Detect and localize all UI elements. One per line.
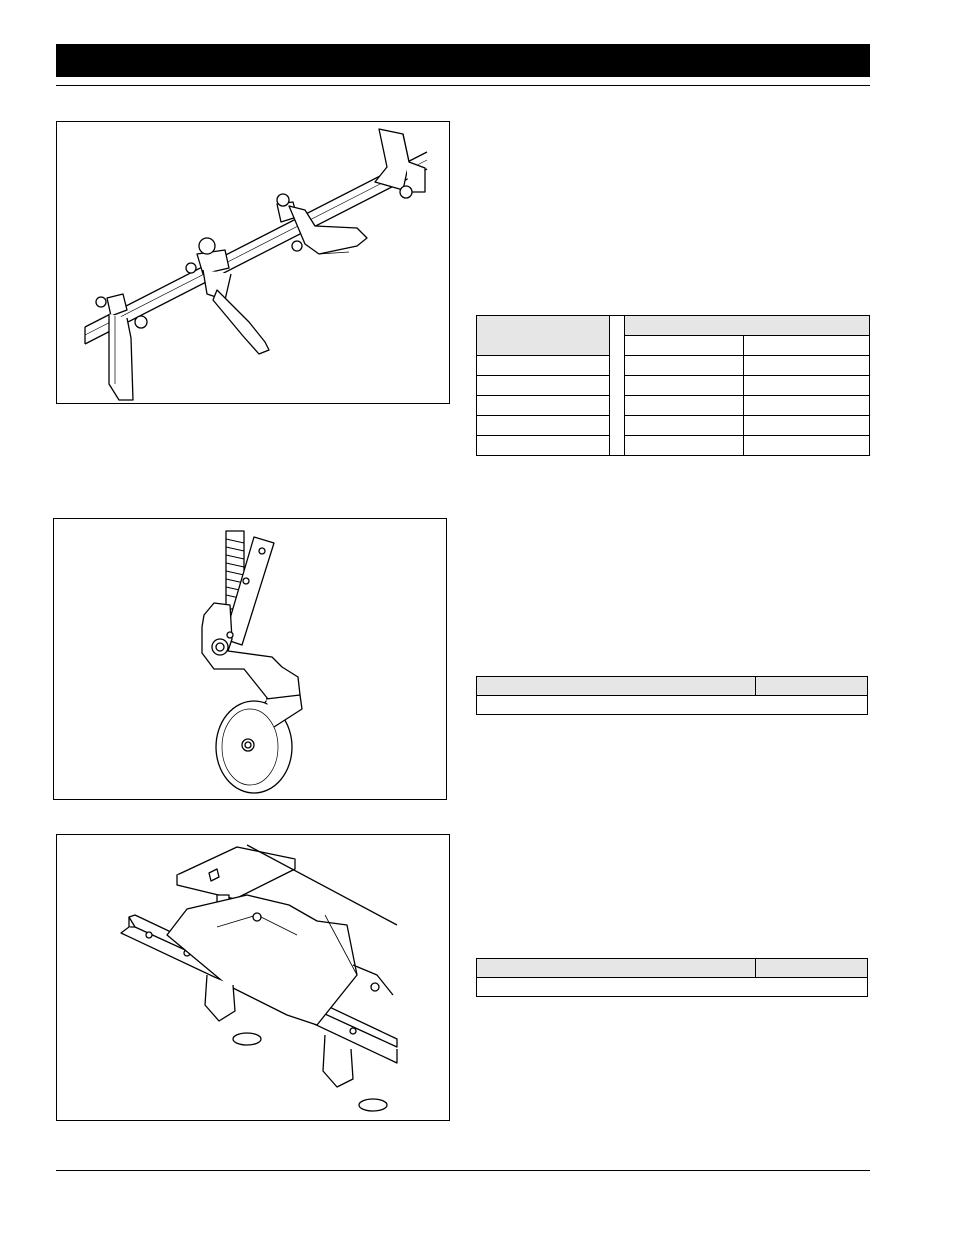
figure-closing-wheel <box>53 518 447 800</box>
table-row <box>477 376 870 396</box>
header-bar <box>56 44 870 77</box>
table-cell <box>756 677 868 696</box>
table-cell <box>477 959 756 978</box>
footer-rule <box>56 1170 870 1171</box>
table-cell <box>477 316 610 356</box>
part-table <box>476 676 868 715</box>
table-cell <box>744 356 870 376</box>
table-row <box>477 356 870 376</box>
table-cell <box>744 376 870 396</box>
table-cell <box>756 959 868 978</box>
table-header-row <box>477 959 868 978</box>
table-cell <box>477 677 756 696</box>
table-cell <box>744 396 870 416</box>
table-row <box>477 978 868 997</box>
table-row <box>477 396 870 416</box>
part-table <box>476 958 868 997</box>
table-row <box>477 316 870 336</box>
table-cell <box>744 436 870 456</box>
table-cell <box>625 376 744 396</box>
figure-toolbar-clamps <box>56 121 450 404</box>
table-row <box>477 416 870 436</box>
table-header-row <box>477 677 868 696</box>
table-cell <box>625 416 744 436</box>
table-cell <box>744 416 870 436</box>
table-cell <box>625 336 744 356</box>
table-row <box>477 696 868 715</box>
figure-hopper-cover <box>56 834 450 1121</box>
table-cell <box>625 316 870 336</box>
table-cell <box>477 436 610 456</box>
table-cell <box>477 978 868 997</box>
table-cell <box>744 336 870 356</box>
tool-bar-with-mounted-clamps-illustration <box>57 122 449 403</box>
table-cell <box>477 696 868 715</box>
table-cell <box>477 376 610 396</box>
table-cell <box>625 356 744 376</box>
table-cell <box>477 356 610 376</box>
spring-loaded-closing-wheel-illustration <box>54 519 445 798</box>
table-cell <box>625 396 744 416</box>
header-rule <box>56 85 870 86</box>
spec-table <box>476 315 870 456</box>
table-cell <box>477 396 610 416</box>
table-gap-column <box>610 316 625 456</box>
table-row <box>477 436 870 456</box>
table-cell <box>625 436 744 456</box>
hopper-cover-plate-insertion-illustration <box>57 835 449 1120</box>
table-cell <box>477 416 610 436</box>
